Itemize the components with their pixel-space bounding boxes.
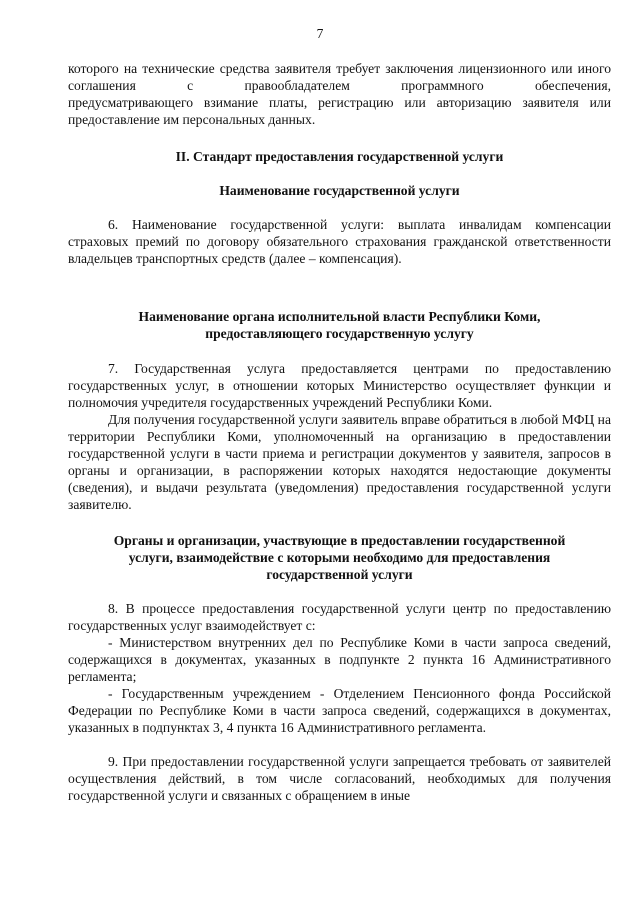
subsection-title-authority-1: Наименование органа исполнительной власти Республики Коми, bbox=[138, 309, 541, 324]
subsection-title-organizations-1: Органы и организации, участвующие в предоставлении государственной bbox=[113, 533, 566, 548]
subsection-title-name: Наименование государственной услуги bbox=[219, 183, 460, 198]
section-title: II. Стандарт предоставления государственной услуги bbox=[175, 149, 504, 164]
subsection-title-organizations-2: услуги, взаимодействие с которыми необходимо для предоставления bbox=[128, 550, 551, 565]
subsection-title-organizations-3: государственной услуги bbox=[266, 567, 413, 582]
paragraph-8: 8. В процессе предоставления государственной услуги центр по предоставлению государственных услуг взаимодействует с: bbox=[68, 601, 611, 633]
paragraph-6: 6. Наименование государственной услуги: выплата инвалидам компенсации страховых премий по договору обязательного страхования гражданской ответственности владельцев транспортных средств (далее – компенсация). bbox=[68, 217, 611, 266]
paragraph-7: 7. Государственная услуга предоставляется центрами по предоставлению государственных услуг, в отношении которых Министерство осуществляет функции и полномочия учредителя государственных учреждений Республики Коми. bbox=[68, 361, 611, 410]
paragraph-8-item-2: - Государственным учреждением - Отделением Пенсионного фонда Российской Федерации по Республике Коми в части запроса сведений, содержащихся в документах, указанных в подпунктах 3, 4 пункта 16 Административного регламента. bbox=[68, 686, 611, 735]
paragraph-9: 9. При предоставлении государственной услуги запрещается требовать от заявителей осуществления действий, в том числе согласований, необходимых для получения государственной услуги и связанных с обращением в иные bbox=[68, 754, 611, 803]
paragraph-continuation-1: которого на технические средства заявителя требует заключения лицензионного или иного соглашения с правообладателем программного обеспечения, bbox=[68, 61, 611, 93]
paragraph-7-continued: Для получения государственной услуги заявитель вправе обратиться в любой МФЦ на территории Республики Коми, уполномоченный на организацию в предоставлении государственной услуги в части приема и регистрации документов у заявителя, запросов в органы и организации, в распоряжении которых находятся недостающие документы (сведения), и выдачи результата (уведомления) предоставления государственной услуги заявителю. bbox=[68, 412, 611, 512]
page-number: 7 bbox=[316, 26, 324, 41]
paragraph-continuation-2: предусматривающего взимание платы, регистрацию или авторизацию заявителя или предоставление им персональных данных. bbox=[68, 95, 611, 127]
paragraph-8-item-1: - Министерством внутренних дел по Республике Коми в части запроса сведений, содержащихся в документах, указанных в подпункте 2 пункта 16 Административного регламента; bbox=[68, 635, 611, 684]
subsection-title-authority-2: предоставляющего государственную услугу bbox=[205, 326, 474, 341]
